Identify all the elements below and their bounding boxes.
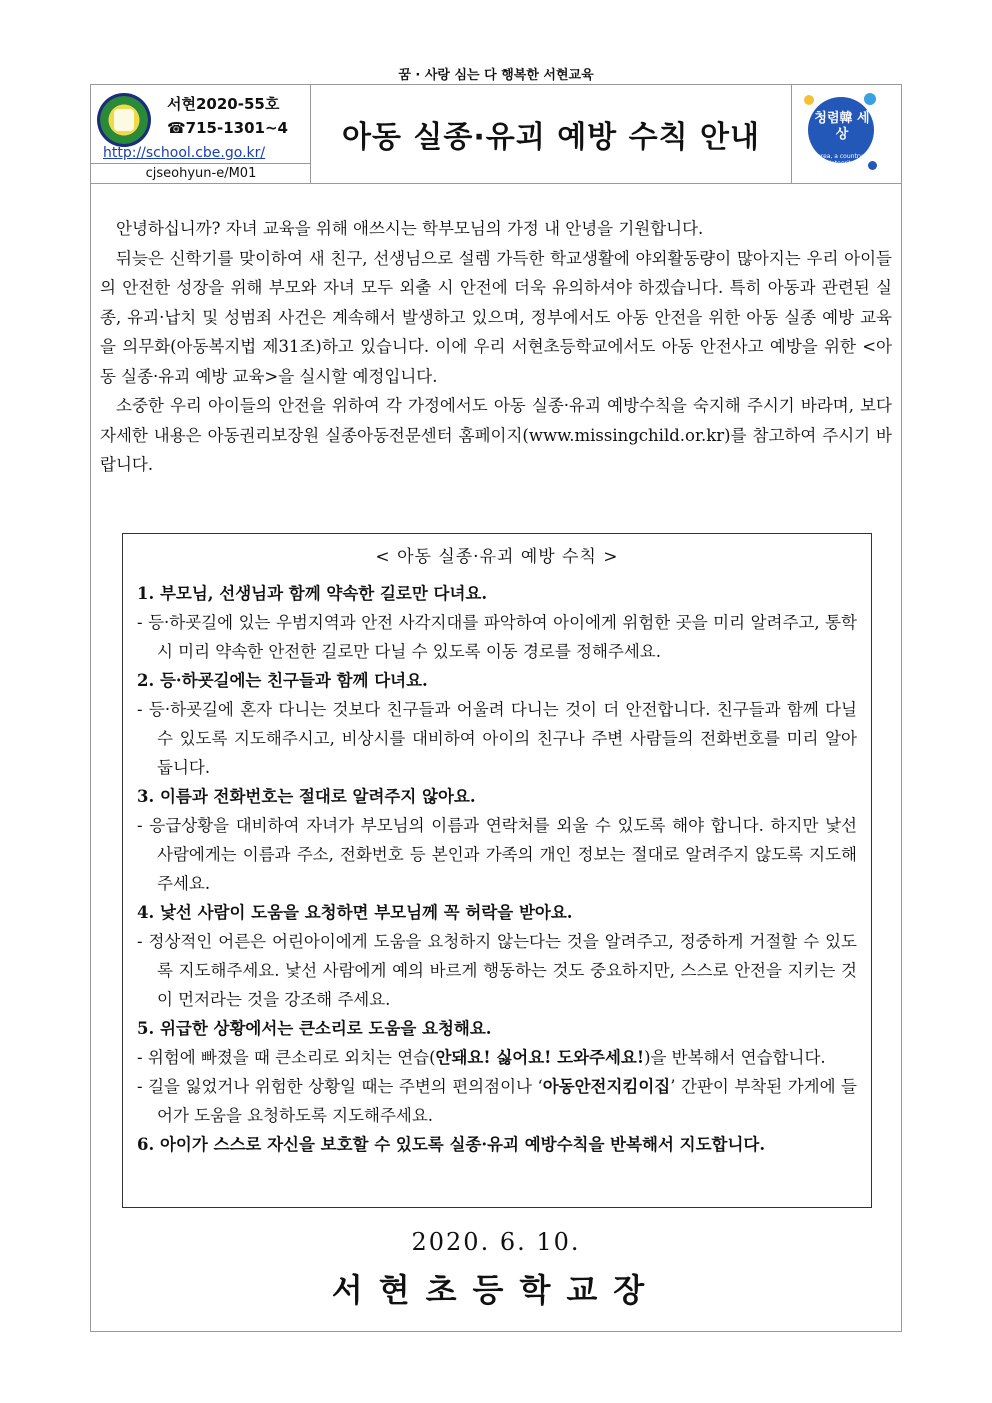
rule-heading-1: 1. 부모님, 선생님과 함께 약속한 길로만 다녀요. [137, 584, 488, 603]
document-header [90, 84, 902, 184]
rule-heading-5: 5. 위급한 상황에서는 큰소리로 도움을 요청해요. [137, 1019, 492, 1038]
phone-number: ☎715-1301~4 [167, 119, 288, 137]
school-url-link[interactable]: http://school.cbe.go.kr/ [103, 145, 266, 161]
prevention-rules-box [122, 533, 872, 1208]
emblem-subtext: Korea, a country of integrity [813, 153, 871, 167]
rule-body-2: - 등·하굣길에 혼자 다니는 것보다 친구들과 어울려 다니는 것이 더 안전합니다. 친구들과 함께 다닐 수 있도록 지도해주시고, 비상시를 대비하여 아이의 친구나 주변 사람들의 전화번호를 미리 알아둡니다. [137, 700, 857, 777]
text-span: - 위험에 빠졌을 때 큰소리로 외치는 연습( [137, 1048, 436, 1067]
signer-name: 서현초등학교장 [331, 1271, 661, 1309]
intro-paragraph: 소중한 우리 아이들의 안전을 위하여 각 가정에서도 아동 실종·유괴 예방수칙을 숙지해 주시기 바라며, 보다 자세한 내용은 아동권리보장원 실종아동전문센터 홈페이지(www.missingchild.or.kr)를 참고하여 주시기 바랍니다. [100, 396, 892, 474]
rule-body-4: - 정상적인 어른은 어린아이에게 도움을 요청하지 않는다는 것을 알려주고, 정중하게 거절할 수 있도록 지도해주세요. 낯선 사람에게 예의 바르게 행동하는 것도 중요하지만, 스스로 안전을 지키는 것이 먼저라는 것을 강조해 주세요. [137, 932, 857, 1009]
rule-body-1: - 등·하굣길에 있는 우범지역과 안전 사각지대를 파악하여 아이에게 위험한 곳을 미리 알려주고, 통학 시 미리 약속한 안전한 길로만 다닐 수 있도록 이동 경로를 정해주세요. [137, 613, 857, 661]
rule-body-3: - 응급상황을 대비하여 자녀가 부모님의 이름과 연락처를 외울 수 있도록 해야 합니다. 하지만 낯선 사람에게는 이름과 주소, 전화번호 등 본인과 가족의 개인 정보는 절대로 알려주지 않도록 지도해주세요. [137, 816, 857, 893]
intro-paragraph: 안녕하십니까? 자녀 교육을 위해 애쓰시는 학부모님의 가정 내 안녕을 기원합니다. [116, 219, 704, 238]
slogan: 꿈 · 사랑 심는 다 행복한 서현교육 [398, 68, 594, 83]
rules-title: < 아동 실종·유괴 예방 수칙 > [375, 547, 619, 567]
school-seal-icon [97, 93, 151, 147]
rule-heading-6: 6. 아이가 스스로 자신을 보호할 수 있도록 실종·유괴 예방수칙을 반복해서 지도합니다. [137, 1135, 766, 1154]
issue-date: 2020. 6. 10. [411, 1228, 581, 1256]
rule-heading-2: 2. 등·하굣길에는 친구들과 함께 다녀요. [137, 671, 428, 690]
document-number: 서현2020-55호 [167, 95, 280, 113]
rule-heading-4: 4. 낯선 사람이 도움을 요청하면 부모님께 꼭 허락을 받아요. [137, 903, 573, 922]
rule-body-5a [137, 1043, 857, 1072]
emblem-text: 청렴韓 세상 [814, 111, 870, 142]
emphasis-text: 안돼요! 싫어요! 도와주세요! [435, 1048, 645, 1067]
text-span: )을 반복해서 연습합니다. [644, 1048, 826, 1067]
intro-text [100, 214, 892, 480]
rule-heading-3: 3. 이름과 전화번호는 절대로 알려주지 않아요. [137, 787, 476, 806]
integrity-emblem-icon [808, 93, 876, 173]
rule-body-5b [137, 1072, 857, 1130]
intro-paragraph: 뒤늦은 신학기를 맞이하여 새 친구, 선생님으로 설렘 가득한 학교생활에 야외활동량이 많아지는 우리 아이들의 안전한 성장을 위해 부모와 자녀 모두 외출 시 안전에 더욱 유의하셔야 하겠습니다. 특히 아동과 관련된 실종, 유괴·납치 및 성범죄 사건은 계속해서 발생하고 있으며, 정부에서도 아동 안전을 위한 아동 실종 예방 교육을 의무화(아동복지법 제31조)하고 있습니다. 이에 우리 서현초등학교에서도 아동 안전사고 예방을 위한 <아동 실종·유괴 예방 교육>을 실시할 예정입니다. [100, 248, 892, 386]
document-title: 아동 실종·유괴 예방 수칙 안내 [342, 120, 760, 155]
text-span: ’ 간판이 부착된 가게에 들어가 도움을 요청하도록 지도해주세요. [157, 1077, 857, 1125]
header-info-cell [91, 85, 311, 183]
header-emblem-cell [791, 85, 901, 183]
emphasis-text: 아동안전지킴이집 [542, 1077, 671, 1096]
text-span: - 길을 잃었거나 위험한 상황일 때는 주변의 편의점이나 ‘ [137, 1077, 543, 1096]
document-code: cjseohyun-e/M01 [91, 163, 311, 183]
